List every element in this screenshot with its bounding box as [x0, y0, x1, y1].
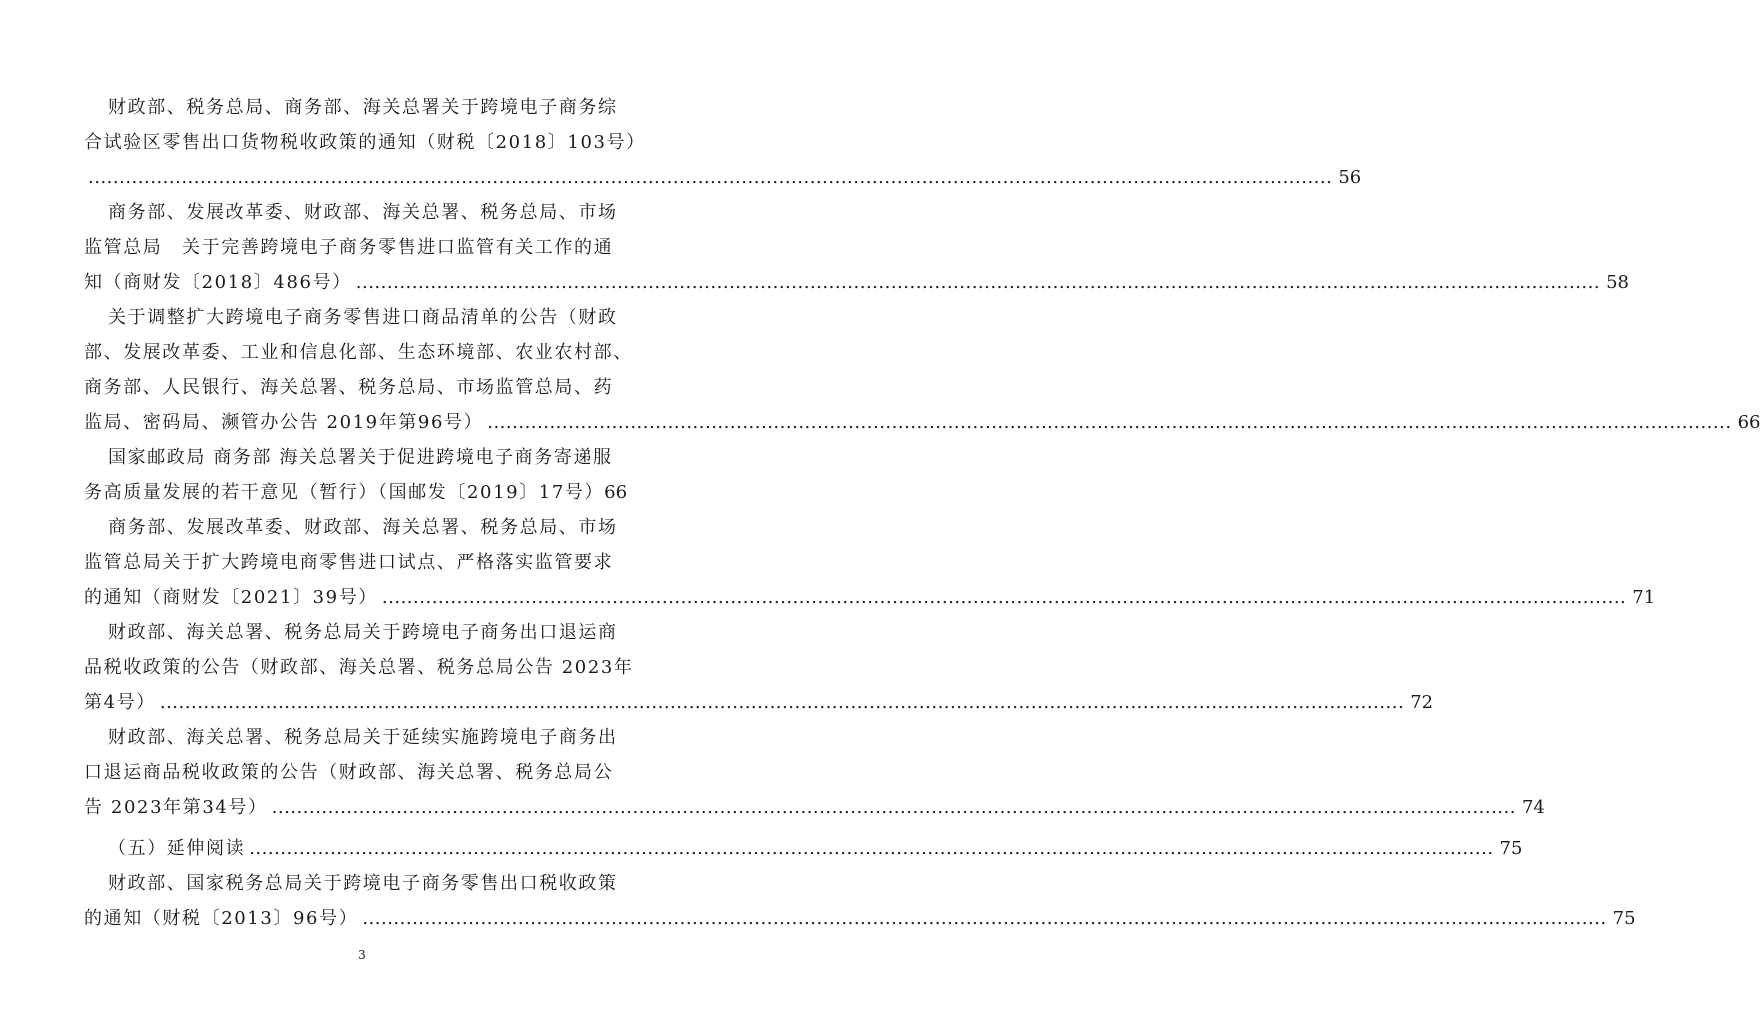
toc-page-number: 72 — [1410, 692, 1434, 713]
toc-entry-last-line — [84, 475, 628, 510]
toc-page-number: 74 — [1521, 797, 1545, 818]
toc-entry-last-line — [84, 265, 1630, 300]
toc-page-number: 75 — [1612, 908, 1636, 929]
dot-leader — [382, 580, 1626, 615]
toc-entry[interactable] — [84, 195, 1630, 300]
toc-entry[interactable] — [84, 615, 1434, 720]
toc-entry-line: 合试验区零售出口货物税收政策的通知（财税〔2018〕103号） — [84, 132, 646, 153]
toc-entry[interactable] — [84, 720, 1545, 825]
toc-entry-last-line — [84, 160, 1362, 195]
toc-entry-last-line — [84, 580, 1656, 615]
toc-entry-line: 监管总局关于扩大跨境电商零售进口试点、严格落实监管要求 — [84, 552, 614, 573]
toc-page-number: 66 — [1737, 412, 1760, 433]
toc-entry[interactable] — [84, 866, 1636, 936]
toc-page-number: 75 — [1499, 838, 1523, 859]
toc-entry-line: 知（商财发〔2018〕486号） — [84, 272, 352, 293]
dot-leader — [487, 405, 1731, 440]
toc-entry-line: 务高质量发展的若干意见（暂行）（国邮发〔2019〕17号） — [84, 482, 605, 503]
dot-leader — [362, 901, 1606, 936]
dot-leader — [88, 160, 1332, 195]
toc-entry-line: 关于调整扩大跨境电子商务零售进口商品清单的公告（财政 — [108, 307, 618, 328]
section-label: （五）延伸阅读 — [108, 838, 246, 859]
toc-entry-line: 财政部、海关总署、税务总局关于延续实施跨境电子商务出 — [108, 727, 618, 748]
toc-entry-line: 财政部、海关总署、税务总局关于跨境电子商务出口退运商 — [108, 622, 618, 643]
table-of-contents — [84, 90, 1760, 936]
toc-entry-line: 口退运商品税收政策的公告（财政部、海关总署、税务总局公 — [84, 762, 614, 783]
toc-entry-line: 商务部、人民银行、海关总署、税务总局、市场监管总局、药 — [84, 377, 614, 398]
toc-section-line — [84, 831, 1523, 866]
toc-entry-line: 监管总局 关于完善跨境电子商务零售进口监管有关工作的通 — [84, 237, 614, 258]
toc-entry-last-line — [84, 790, 1545, 825]
toc-page-number: 66 — [604, 482, 628, 503]
toc-entry-line: 财政部、税务总局、商务部、海关总署关于跨境电子商务综 — [108, 97, 618, 118]
toc-entry-line: 第4号） — [84, 692, 156, 713]
toc-entry-last-line — [84, 685, 1434, 720]
dot-leader — [249, 831, 1493, 866]
toc-entry-line: 的通知（商财发〔2021〕39号） — [84, 587, 378, 608]
toc-entry-last-line — [84, 901, 1636, 936]
dot-leader — [356, 265, 1600, 300]
toc-entry-line: 部、发展改革委、工业和信息化部、生态环境部、农业农村部、 — [84, 342, 633, 363]
page-number: 3 — [358, 948, 366, 962]
toc-page-number: 71 — [1632, 587, 1656, 608]
toc-entry[interactable] — [84, 440, 628, 510]
toc-page-number: 56 — [1338, 167, 1362, 188]
toc-entry-line: 商务部、发展改革委、财政部、海关总署、税务总局、市场 — [108, 517, 618, 538]
toc-entry-line: 告 2023年第34号） — [84, 797, 268, 818]
toc-entry-line: 监局、密码局、濒管办公告 2019年第96号） — [84, 412, 484, 433]
toc-section-heading[interactable] — [84, 831, 1523, 866]
toc-entry-line: 国家邮政局 商务部 海关总署关于促进跨境电子商务寄递服 — [108, 447, 613, 468]
toc-entry-line: 财政部、国家税务总局关于跨境电子商务零售出口税收政策 — [108, 873, 618, 894]
dot-leader — [272, 790, 1516, 825]
dot-leader — [160, 685, 1404, 720]
toc-entry-last-line — [84, 405, 1760, 440]
toc-entry-line: 商务部、发展改革委、财政部、海关总署、税务总局、市场 — [108, 202, 618, 223]
toc-entry[interactable] — [84, 300, 1760, 440]
toc-entry-line: 的通知（财税〔2013〕96号） — [84, 908, 359, 929]
toc-entry[interactable] — [84, 90, 1362, 195]
toc-entry[interactable] — [84, 510, 1656, 615]
toc-entry-line: 品税收政策的公告（财政部、海关总署、税务总局公告 2023年 — [84, 657, 634, 678]
toc-page-number: 58 — [1606, 272, 1630, 293]
